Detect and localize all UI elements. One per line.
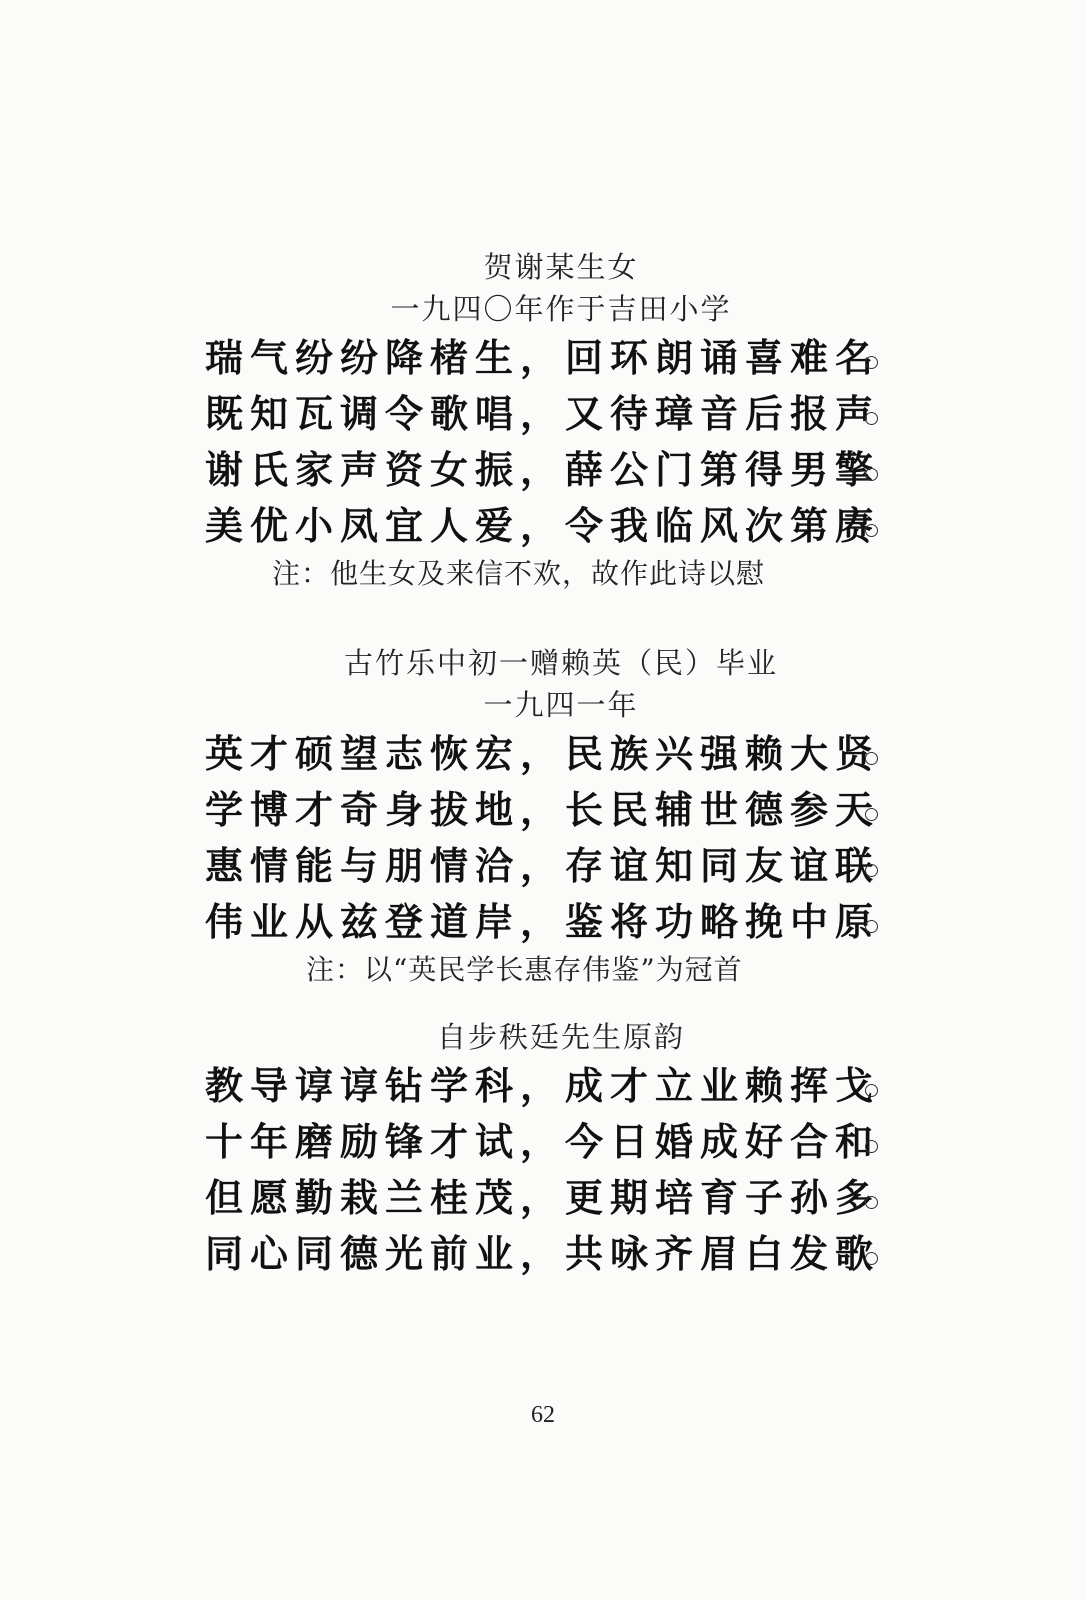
period-circle-icon — [865, 1140, 878, 1153]
poem-line — [205, 498, 885, 554]
poem-line-text: 同心同德光前业，共咏齐眉白发歌 — [205, 1231, 881, 1276]
poem-line-text: 学博才奇身拔地，长民辅世德参天 — [205, 787, 881, 832]
period-circle-icon — [865, 468, 878, 481]
period-circle-icon — [865, 524, 878, 537]
period-circle-icon — [865, 356, 878, 369]
poem-line-text: 谢氏家声资女振，薛公门第得男擎 — [205, 447, 881, 492]
poem-2 — [0, 642, 1086, 990]
poem-line-text: 既知瓦调令歌唱，又待璋音后报声 — [205, 391, 881, 436]
poem-line — [205, 442, 885, 498]
page-number: 62 — [531, 1402, 555, 1428]
poem-line — [205, 386, 885, 442]
poem-line-text: 惠情能与朋情洽，存谊知同友谊联 — [205, 843, 881, 888]
poem-line-text: 十年磨励锋才试，今日婚成好合和 — [205, 1119, 881, 1164]
poem-line-text: 但愿勤栽兰桂茂，更期培育子孙多 — [205, 1175, 881, 1220]
poem-line — [205, 1114, 885, 1170]
period-circle-icon — [865, 1084, 878, 1097]
poem-line — [205, 330, 885, 386]
poem-line-text: 教导谆谆钻学科，成才立业赖挥戈 — [205, 1063, 881, 1108]
poem-1 — [0, 246, 1086, 594]
poem-line-text: 瑞气纷纷降楮生，回环朗诵喜难名 — [205, 335, 881, 380]
poem-line — [205, 894, 885, 950]
poem-line — [205, 1058, 885, 1114]
poem-line — [205, 782, 885, 838]
poem-title: 贺谢某生女 — [483, 250, 639, 284]
poem-line-text: 英才硕望志恢宏，民族兴强赖大贤 — [205, 731, 881, 776]
poem-line-text: 伟业从兹登道岸，鉴将功略挽中原 — [205, 899, 881, 944]
period-circle-icon — [865, 920, 878, 933]
poem-line — [205, 726, 885, 782]
period-circle-icon — [865, 1252, 878, 1265]
period-circle-icon — [865, 412, 878, 425]
poem-line — [205, 1170, 885, 1226]
period-circle-icon — [865, 752, 878, 765]
poem-subtitle: 一九四〇年作于吉田小学 — [390, 292, 732, 326]
poem-subtitle: 一九四一年 — [483, 688, 639, 722]
poem-note: 注：以“英民学长惠存伟鉴”为冠首 — [306, 953, 743, 986]
period-circle-icon — [865, 808, 878, 821]
period-circle-icon — [865, 864, 878, 877]
period-circle-icon — [865, 1196, 878, 1209]
poem-line — [205, 1226, 885, 1282]
poem-note: 注：他生女及来信不欢，故作此诗以慰 — [272, 557, 766, 590]
poem-title: 自步秩廷先生原韵 — [436, 1020, 685, 1054]
poem-line — [205, 838, 885, 894]
poem-line-text: 美优小凤宜人爱，令我临风次第赓 — [205, 503, 881, 548]
poem-3 — [0, 1016, 1086, 1282]
poem-title: 古竹乐中初一赠赖英（民）毕业 — [343, 646, 778, 680]
